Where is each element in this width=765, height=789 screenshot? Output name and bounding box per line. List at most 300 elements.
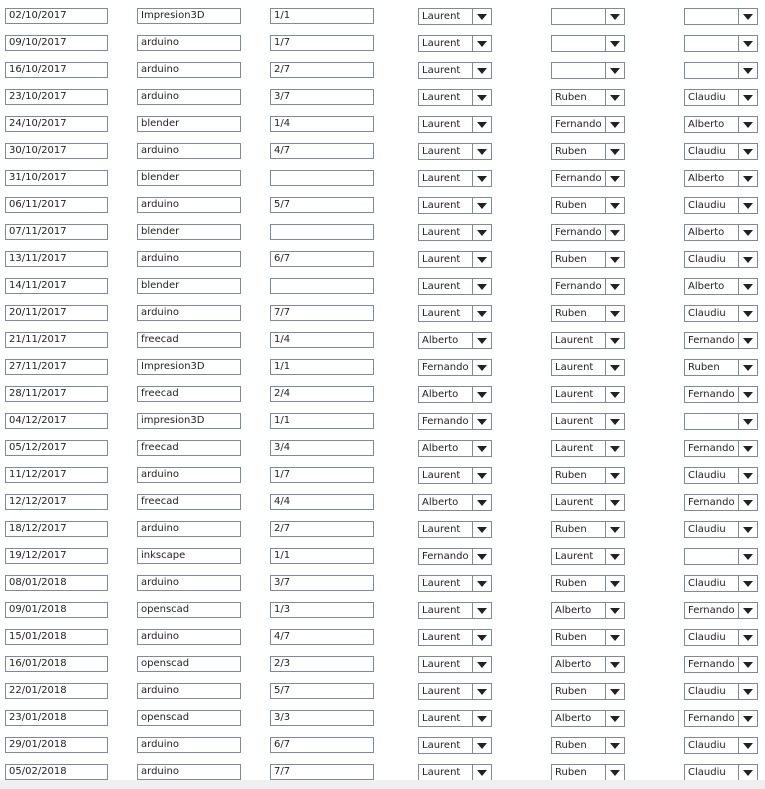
topic-field[interactable]: openscad — [137, 602, 241, 618]
dropdown-button[interactable] — [605, 441, 624, 456]
date-field[interactable]: 15/01/2018 — [5, 629, 108, 645]
person-select-3[interactable] — [684, 143, 758, 160]
date-field[interactable]: 16/10/2017 — [5, 62, 108, 78]
dropdown-button[interactable] — [605, 9, 624, 24]
date-field[interactable]: 04/12/2017 — [5, 413, 108, 429]
session-field[interactable]: 2/7 — [270, 62, 374, 78]
dropdown-button[interactable] — [605, 522, 624, 537]
dropdown-button[interactable] — [605, 765, 624, 780]
selected-value: Alberto — [422, 443, 459, 454]
date-field[interactable]: 13/11/2017 — [5, 251, 108, 267]
person-select-1[interactable] — [418, 197, 492, 214]
person-select-1[interactable] — [418, 89, 492, 106]
person-select-2[interactable] — [551, 548, 625, 565]
selected-value: Laurent — [422, 578, 461, 589]
date-field[interactable]: 06/11/2017 — [5, 197, 108, 213]
session-field[interactable]: 6/7 — [270, 737, 374, 753]
date-field[interactable]: 08/01/2018 — [5, 575, 108, 591]
person-select-2[interactable] — [551, 116, 625, 133]
dropdown-button[interactable] — [605, 279, 624, 294]
dropdown-button[interactable] — [738, 603, 757, 618]
session-field[interactable]: 5/7 — [270, 683, 374, 699]
person-select-1[interactable] — [418, 494, 492, 511]
person-select-3[interactable] — [684, 332, 758, 349]
dropdown-button[interactable] — [472, 279, 491, 294]
person-select-1[interactable] — [418, 548, 492, 565]
dropdown-button[interactable] — [605, 333, 624, 348]
dropdown-button[interactable] — [738, 630, 757, 645]
person-select-2[interactable] — [551, 359, 625, 376]
person-select-2[interactable] — [551, 494, 625, 511]
dropdown-button[interactable] — [472, 603, 491, 618]
session-field[interactable]: 1/1 — [270, 8, 374, 24]
person-select-2[interactable] — [551, 521, 625, 538]
person-select-2[interactable] — [551, 62, 625, 79]
dropdown-button[interactable] — [472, 468, 491, 483]
selected-value: Claudiu — [688, 686, 726, 697]
person-select-3[interactable] — [684, 251, 758, 268]
topic-field[interactable]: arduino — [137, 89, 241, 105]
dropdown-button[interactable] — [472, 549, 491, 564]
selected-value: Alberto — [555, 659, 592, 670]
session-field[interactable]: 1/1 — [270, 413, 374, 429]
session-field[interactable]: 4/4 — [270, 494, 374, 510]
person-select-3[interactable] — [684, 170, 758, 187]
dropdown-button[interactable] — [605, 252, 624, 267]
date-field[interactable]: 31/10/2017 — [5, 170, 108, 186]
date-field[interactable]: 05/02/2018 — [5, 764, 108, 780]
dropdown-button[interactable] — [738, 171, 757, 186]
dropdown-button[interactable] — [738, 657, 757, 672]
person-select-1[interactable] — [418, 116, 492, 133]
session-field[interactable] — [270, 278, 374, 294]
dropdown-button[interactable] — [472, 657, 491, 672]
person-select-3[interactable] — [684, 305, 758, 322]
date-field[interactable]: 16/01/2018 — [5, 656, 108, 672]
topic-field[interactable]: arduino — [137, 521, 241, 537]
dropdown-button[interactable] — [472, 387, 491, 402]
dropdown-button[interactable] — [472, 225, 491, 240]
topic-field[interactable]: openscad — [137, 710, 241, 726]
person-select-2[interactable] — [551, 332, 625, 349]
selected-value: Claudiu — [688, 200, 726, 211]
dropdown-button[interactable] — [472, 414, 491, 429]
session-field[interactable]: 4/7 — [270, 629, 374, 645]
person-select-1[interactable] — [418, 467, 492, 484]
topic-field[interactable]: arduino — [137, 251, 241, 267]
dropdown-button[interactable] — [472, 90, 491, 105]
session-field[interactable]: 6/7 — [270, 251, 374, 267]
dropdown-button[interactable] — [605, 684, 624, 699]
person-select-1[interactable] — [418, 359, 492, 376]
person-select-1[interactable] — [418, 440, 492, 457]
topic-field[interactable]: arduino — [137, 62, 241, 78]
session-field[interactable]: 7/7 — [270, 764, 374, 780]
person-select-3[interactable] — [684, 413, 758, 430]
person-select-2[interactable] — [551, 575, 625, 592]
dropdown-button[interactable] — [738, 414, 757, 429]
dropdown-button[interactable] — [472, 711, 491, 726]
dropdown-button[interactable] — [605, 603, 624, 618]
date-field[interactable]: 12/12/2017 — [5, 494, 108, 510]
session-field[interactable]: 1/4 — [270, 332, 374, 348]
selected-value: Ruben — [555, 92, 587, 103]
session-field[interactable]: 4/7 — [270, 143, 374, 159]
session-field[interactable]: 3/7 — [270, 575, 374, 591]
dropdown-button[interactable] — [472, 117, 491, 132]
session-field[interactable]: 3/7 — [270, 89, 374, 105]
dropdown-button[interactable] — [472, 738, 491, 753]
person-select-3[interactable] — [684, 548, 758, 565]
dropdown-button[interactable] — [738, 684, 757, 699]
dropdown-button[interactable] — [472, 198, 491, 213]
selected-value: Fernando — [688, 605, 735, 616]
person-select-2[interactable] — [551, 305, 625, 322]
selected-value: Claudiu — [688, 578, 726, 589]
person-select-3[interactable] — [684, 62, 758, 79]
selected-value: Alberto — [688, 119, 725, 130]
dropdown-button[interactable] — [738, 9, 757, 24]
topic-field[interactable]: freecad — [137, 332, 241, 348]
dropdown-button[interactable] — [605, 117, 624, 132]
selected-value: Ruben — [555, 308, 587, 319]
date-field[interactable]: 11/12/2017 — [5, 467, 108, 483]
dropdown-button[interactable] — [605, 576, 624, 591]
dropdown-button[interactable] — [738, 90, 757, 105]
person-select-3[interactable] — [684, 683, 758, 700]
dropdown-button[interactable] — [605, 360, 624, 375]
selected-value: Claudiu — [688, 740, 726, 751]
selected-value: Claudiu — [688, 632, 726, 643]
topic-field[interactable]: arduino — [137, 467, 241, 483]
selected-value: Ruben — [555, 524, 587, 535]
topic-field[interactable]: Impresion3D — [137, 359, 241, 375]
person-select-1[interactable] — [418, 278, 492, 295]
dropdown-button[interactable] — [472, 360, 491, 375]
topic-field[interactable]: arduino — [137, 143, 241, 159]
date-field[interactable]: 27/11/2017 — [5, 359, 108, 375]
person-select-1[interactable] — [418, 251, 492, 268]
selected-value: Laurent — [422, 173, 461, 184]
dropdown-button[interactable] — [738, 495, 757, 510]
topic-field[interactable]: blender — [137, 278, 241, 294]
session-field[interactable]: 5/7 — [270, 197, 374, 213]
selected-value: Laurent — [422, 281, 461, 292]
session-field[interactable]: 1/4 — [270, 116, 374, 132]
dropdown-button[interactable] — [605, 144, 624, 159]
dropdown-button[interactable] — [738, 117, 757, 132]
session-field[interactable]: 2/3 — [270, 656, 374, 672]
date-field[interactable]: 14/11/2017 — [5, 278, 108, 294]
selected-value: Alberto — [422, 335, 459, 346]
date-field[interactable]: 30/10/2017 — [5, 143, 108, 159]
topic-field[interactable]: Impresion3D — [137, 8, 241, 24]
person-select-3[interactable] — [684, 278, 758, 295]
person-select-1[interactable] — [418, 305, 492, 322]
topic-field[interactable]: arduino — [137, 575, 241, 591]
dropdown-button[interactable] — [605, 630, 624, 645]
person-select-3[interactable] — [684, 386, 758, 403]
selected-value: Laurent — [422, 686, 461, 697]
person-select-3[interactable] — [684, 224, 758, 241]
table-row — [0, 170, 765, 186]
table-row — [0, 251, 765, 267]
selected-value: Claudiu — [688, 254, 726, 265]
person-select-1[interactable] — [418, 683, 492, 700]
person-select-1[interactable] — [418, 170, 492, 187]
dropdown-button[interactable] — [605, 198, 624, 213]
dropdown-button[interactable] — [605, 414, 624, 429]
session-field[interactable] — [270, 224, 374, 240]
selected-value: Fernando — [688, 497, 735, 508]
person-select-2[interactable] — [551, 224, 625, 241]
person-select-2[interactable] — [551, 251, 625, 268]
dropdown-button[interactable] — [738, 36, 757, 51]
person-select-1[interactable] — [418, 629, 492, 646]
person-select-3[interactable] — [684, 197, 758, 214]
date-field[interactable]: 21/11/2017 — [5, 332, 108, 348]
person-select-3[interactable] — [684, 116, 758, 133]
dropdown-button[interactable] — [472, 630, 491, 645]
table-row — [0, 62, 765, 78]
dropdown-button[interactable] — [605, 306, 624, 321]
session-field[interactable]: 1/1 — [270, 548, 374, 564]
date-field[interactable]: 28/11/2017 — [5, 386, 108, 402]
topic-field[interactable]: arduino — [137, 35, 241, 51]
person-select-1[interactable] — [418, 521, 492, 538]
selected-value: Laurent — [422, 92, 461, 103]
topic-field[interactable]: impresion3D — [137, 413, 241, 429]
dropdown-button[interactable] — [472, 306, 491, 321]
person-select-2[interactable] — [551, 467, 625, 484]
person-select-2[interactable] — [551, 737, 625, 754]
session-field[interactable]: 1/7 — [270, 467, 374, 483]
person-select-3[interactable] — [684, 440, 758, 457]
dropdown-button[interactable] — [738, 765, 757, 780]
person-select-3[interactable] — [684, 467, 758, 484]
person-select-2[interactable] — [551, 656, 625, 673]
person-select-3[interactable] — [684, 8, 758, 25]
dropdown-button[interactable] — [738, 738, 757, 753]
date-field[interactable]: 07/11/2017 — [5, 224, 108, 240]
dropdown-button[interactable] — [605, 738, 624, 753]
selected-value: Laurent — [422, 119, 461, 130]
selected-value: Claudiu — [688, 767, 726, 778]
date-field[interactable]: 09/01/2018 — [5, 602, 108, 618]
person-select-1[interactable] — [418, 8, 492, 25]
dropdown-button[interactable] — [472, 63, 491, 78]
person-select-1[interactable] — [418, 764, 492, 780]
topic-field[interactable]: arduino — [137, 629, 241, 645]
dropdown-button[interactable] — [738, 279, 757, 294]
date-field[interactable]: 20/11/2017 — [5, 305, 108, 321]
dropdown-button[interactable] — [605, 495, 624, 510]
dropdown-button[interactable] — [472, 441, 491, 456]
topic-field[interactable]: arduino — [137, 197, 241, 213]
topic-field[interactable]: arduino — [137, 764, 241, 780]
person-select-1[interactable] — [418, 332, 492, 349]
person-select-3[interactable] — [684, 764, 758, 780]
person-select-1[interactable] — [418, 656, 492, 673]
selected-value: Laurent — [422, 38, 461, 49]
selected-value: Fernando — [555, 173, 602, 184]
topic-field[interactable]: blender — [137, 224, 241, 240]
selected-value: Fernando — [422, 416, 469, 427]
dropdown-button[interactable] — [738, 387, 757, 402]
person-select-1[interactable] — [418, 737, 492, 754]
person-select-2[interactable] — [551, 143, 625, 160]
dropdown-button[interactable] — [472, 495, 491, 510]
dropdown-button[interactable] — [738, 252, 757, 267]
person-select-2[interactable] — [551, 764, 625, 780]
person-select-2[interactable] — [551, 602, 625, 619]
horizontal-scrollbar[interactable] — [0, 780, 765, 789]
dropdown-button[interactable] — [738, 144, 757, 159]
person-select-1[interactable] — [418, 143, 492, 160]
topic-field[interactable]: arduino — [137, 683, 241, 699]
dropdown-button[interactable] — [738, 441, 757, 456]
person-select-3[interactable] — [684, 710, 758, 727]
date-field[interactable]: 22/01/2018 — [5, 683, 108, 699]
person-select-3[interactable] — [684, 629, 758, 646]
session-field[interactable]: 1/3 — [270, 602, 374, 618]
session-field[interactable]: 2/7 — [270, 521, 374, 537]
dropdown-button[interactable] — [605, 171, 624, 186]
person-select-3[interactable] — [684, 602, 758, 619]
date-field[interactable]: 29/01/2018 — [5, 737, 108, 753]
dropdown-button[interactable] — [738, 711, 757, 726]
person-select-2[interactable] — [551, 710, 625, 727]
date-field[interactable]: 02/10/2017 — [5, 8, 108, 24]
person-select-2[interactable] — [551, 170, 625, 187]
selected-value: Fernando — [688, 389, 735, 400]
date-field[interactable]: 18/12/2017 — [5, 521, 108, 537]
topic-field[interactable]: freecad — [137, 494, 241, 510]
person-select-2[interactable] — [551, 683, 625, 700]
person-select-2[interactable] — [551, 8, 625, 25]
person-select-2[interactable] — [551, 278, 625, 295]
person-select-3[interactable] — [684, 737, 758, 754]
dropdown-button[interactable] — [738, 225, 757, 240]
dropdown-button[interactable] — [738, 468, 757, 483]
dropdown-button[interactable] — [605, 711, 624, 726]
person-select-3[interactable] — [684, 359, 758, 376]
topic-field[interactable]: inkscape — [137, 548, 241, 564]
session-field[interactable]: 1/1 — [270, 359, 374, 375]
person-select-3[interactable] — [684, 575, 758, 592]
person-select-3[interactable] — [684, 521, 758, 538]
date-field[interactable]: 23/10/2017 — [5, 89, 108, 105]
dropdown-button[interactable] — [472, 144, 491, 159]
table-row — [0, 440, 765, 456]
person-select-3[interactable] — [684, 89, 758, 106]
person-select-1[interactable] — [418, 413, 492, 430]
person-select-1[interactable] — [418, 602, 492, 619]
dropdown-button[interactable] — [738, 360, 757, 375]
dropdown-button[interactable] — [472, 684, 491, 699]
session-field[interactable]: 1/7 — [270, 35, 374, 51]
topic-field[interactable]: freecad — [137, 386, 241, 402]
table-row — [0, 197, 765, 213]
selected-value: Claudiu — [688, 92, 726, 103]
dropdown-button[interactable] — [605, 657, 624, 672]
dropdown-button[interactable] — [472, 522, 491, 537]
topic-field[interactable]: freecad — [137, 440, 241, 456]
session-field[interactable]: 3/4 — [270, 440, 374, 456]
dropdown-button[interactable] — [472, 171, 491, 186]
date-field[interactable]: 19/12/2017 — [5, 548, 108, 564]
topic-field[interactable]: blender — [137, 116, 241, 132]
topic-field[interactable]: blender — [137, 170, 241, 186]
dropdown-button[interactable] — [605, 387, 624, 402]
person-select-1[interactable] — [418, 386, 492, 403]
dropdown-button[interactable] — [738, 306, 757, 321]
selected-value: Laurent — [422, 524, 461, 535]
person-select-1[interactable] — [418, 575, 492, 592]
person-select-1[interactable] — [418, 224, 492, 241]
dropdown-button[interactable] — [472, 36, 491, 51]
table-row — [0, 656, 765, 672]
selected-value: Laurent — [422, 740, 461, 751]
selected-value: Laurent — [555, 335, 594, 346]
date-field[interactable]: 05/12/2017 — [5, 440, 108, 456]
dropdown-button[interactable] — [605, 36, 624, 51]
person-select-3[interactable] — [684, 35, 758, 52]
selected-value: Laurent — [422, 605, 461, 616]
dropdown-button[interactable] — [738, 576, 757, 591]
dropdown-button[interactable] — [472, 576, 491, 591]
dropdown-button[interactable] — [605, 90, 624, 105]
dropdown-button[interactable] — [738, 198, 757, 213]
topic-field[interactable]: openscad — [137, 656, 241, 672]
session-field[interactable]: 7/7 — [270, 305, 374, 321]
date-field[interactable]: 24/10/2017 — [5, 116, 108, 132]
dropdown-button[interactable] — [472, 252, 491, 267]
person-select-2[interactable] — [551, 440, 625, 457]
session-field[interactable]: 3/3 — [270, 710, 374, 726]
person-select-2[interactable] — [551, 35, 625, 52]
date-field[interactable]: 23/01/2018 — [5, 710, 108, 726]
dropdown-button[interactable] — [472, 333, 491, 348]
dropdown-button[interactable] — [738, 549, 757, 564]
person-select-2[interactable] — [551, 386, 625, 403]
dropdown-button[interactable] — [738, 333, 757, 348]
person-select-2[interactable] — [551, 89, 625, 106]
dropdown-button[interactable] — [738, 522, 757, 537]
dropdown-button[interactable] — [605, 549, 624, 564]
dropdown-button[interactable] — [472, 9, 491, 24]
person-select-1[interactable] — [418, 62, 492, 79]
dropdown-button[interactable] — [605, 468, 624, 483]
session-field[interactable]: 2/4 — [270, 386, 374, 402]
person-select-1[interactable] — [418, 35, 492, 52]
topic-field[interactable]: arduino — [137, 737, 241, 753]
dropdown-button[interactable] — [738, 63, 757, 78]
dropdown-button[interactable] — [605, 63, 624, 78]
date-field[interactable]: 09/10/2017 — [5, 35, 108, 51]
person-select-2[interactable] — [551, 413, 625, 430]
session-field[interactable] — [270, 170, 374, 186]
person-select-2[interactable] — [551, 197, 625, 214]
person-select-3[interactable] — [684, 656, 758, 673]
person-select-1[interactable] — [418, 710, 492, 727]
person-select-2[interactable] — [551, 629, 625, 646]
person-select-3[interactable] — [684, 494, 758, 511]
dropdown-button[interactable] — [605, 225, 624, 240]
topic-field[interactable]: arduino — [137, 305, 241, 321]
dropdown-button[interactable] — [472, 765, 491, 780]
table-row — [0, 683, 765, 699]
